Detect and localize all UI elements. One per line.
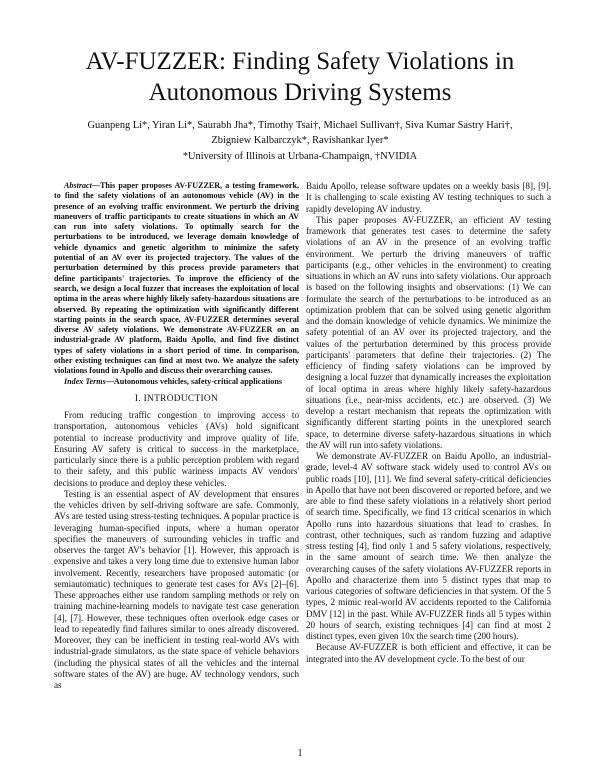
paper-title: AV-FUZZER: Finding Safety Violations in Autonomous Driving Systems bbox=[85, 48, 515, 106]
index-terms bbox=[54, 377, 299, 387]
section-heading-introduction: I. INTRODUCTION bbox=[134, 393, 219, 404]
right-paragraph-3: We demonstrate AV-FUZZER on Baidu Apollo, an industrial-grade, level-4 AV software stack widely used to control AVs on public roads [10], [11]. We find several safety-critical deficiencies in Apollo that have not been discovered or reported before, and we are able to find these safety violations in a relatively short period of search time. Specifically, we find 13 critical scenarios in which Apollo runs into hazardous situations that lead to crashes. In contrast, other techniques, such as random fuzzing and adaptive stress testing [4], find only 1 and 5 safety violations, respectively, in the same amount of search time. We then analyze the overarching causes of the safety violations AV-FUZZER reports in Apollo and characterize them into 5 distinct types that map to various categories of software deficiencies in that system. Of the 5 types, 2 mimic real-world AV accidents reported to the California DMV [12] in the past. While AV-FUZZER finds all 5 types within 20 hours of search, existing techniques [4] can find at most 2 distinct types, even given 10x the search time (200 hours). bbox=[306, 451, 551, 641]
author-line-2: Zbigniew Kalbarczyk*, Ravishankar Iyer* bbox=[211, 135, 389, 146]
index-terms-text: —Autonomous vehicles, safety-critical applications bbox=[105, 376, 283, 386]
abstract-lead: Abstract bbox=[64, 181, 92, 190]
abstract-text: —This paper proposes AV-FUZZER, a testing framework, to find the safety violations of an autonomous vehicle (AV) in the presence of an evolving traffic environment. We perturb the driving maneuvers of traffic participants to create situations in which an AV can run into safety violations. To optimally search for the perturbations to be introduced, we leverage domain knowledge of vehicle dynamics and genetic algorithm to minimize the safety potential of an AV over its projected trajectory. The values of the perturbation determined by this process provide parameters that define participants' trajectories. To improve the efficiency of the search, we design a local fuzzer that increases the exploitation of local optima in the areas where highly likely safety-hazardous situations are observed. By repeating the optimization with significantly different starting points in the search space, AV-FUZZER determines several diverse AV safety violations. We demonstrate AV-FUZZER on an industrial-grade AV platform, Baidu Apollo, and find five distinct types of safety violations in a short period of time. In comparison, other existing techniques can find at most two. We analyze the safety violations found in Apollo and discuss their overarching causes. bbox=[54, 181, 299, 376]
affiliation: *University of Illinois at Urbana-Champaign, †NVIDIA bbox=[182, 151, 418, 162]
author-list bbox=[60, 118, 540, 148]
right-paragraph-1: Baidu Apollo, release software updates on a weekly basis [8], [9]. It is challenging to scale existing AV testing techniques to such a rapidly developing AV industry. bbox=[306, 181, 551, 214]
index-terms-lead: Index Terms bbox=[64, 376, 106, 386]
intro-paragraph-2: Testing is an essential aspect of AV development that ensures the vehicles driven by self-driving software are safe. Commonly, AVs are tested using stress-testing techniques. A popular practice is leveraging human-specified inputs, where a human operator specifies the maneuvers of surrounding vehicles in traffic and observes the target AV's behavior [1]. However, this approach is expensive and takes a very long time due to extensive human labor involvement. Recently, researchers have proposed automatic (or semiautomatic) techniques to generate test cases for AVs [2]–[6]. These approaches either use random sampling methods or rely on training machine-learning models to navigate test case generation [4], [7]. However, these techniques often overlook edge cases or lead to repeatedly find failures similar to ones already discovered. Moreover, they can be inefficient in testing real-world AVs with industrial-grade simulators, as the state space of vehicle behaviors (including the physical states of all the vehicles and the internal software states of the AV) are huge. AV technology vendors, such as bbox=[54, 488, 299, 691]
abstract bbox=[54, 181, 299, 377]
right-column bbox=[306, 181, 551, 665]
intro-paragraph-1: From reducing traffic congestion to improving access to transportation, autonomous vehicles (AVs) hold significant potential to increase productivity and improve quality of life. Ensuring AV safety is critical to success in the marketplace, particularly since there is a public perception problem with regard to their safety, and this public wariness impacts AV vendors' decisions to produce and deploy these vehicles. bbox=[54, 410, 299, 488]
author-line-1: Guanpeng Li*, Yiran Li*, Saurabh Jha*, Timothy Tsai†, Michael Sullivan†, Siva Kumar Sastry Hari†, bbox=[87, 120, 513, 131]
right-paragraph-4: Because AV-FUZZER is both efficient and effective, it can be integrated into the AV development cycle. To the best of our bbox=[306, 642, 551, 664]
right-paragraph-2: This paper proposes AV-FUZZER, an efficient AV testing framework that generates test cases to determine the safety violations of an AV in the presence of an evolving traffic environment. We perturb the driving maneuvers of traffic participants (e.g., other vehicles in the environment) to creating situations in which an AV runs into safety violations. Our approach is based on the following insights and observations: (1) We can formulate the search of the perturbations to be introduced as an optimization problem that can be solved using genetic algorithm and the domain knowledge of vehicle dynamics. We minimize the safety potential of an AV over its projected trajectory, and the values of the perturbation determined by this process provide participants' parameters that define their trajectories. (2) The efficiency of finding safety violations can be improved by designing a local fuzzer that dynamically increases the exploitation of local optima in areas where highly likely safety-hazardous situations (i.e., near-miss accidents, etc.) are observed. (3) We develop a restart mechanism that repeats the optimization with significantly different starting points in the unexplored search space, to determine diverse safety-hazardous situations in which the AV will run into safety violations. bbox=[306, 214, 551, 450]
page-number: 1 bbox=[297, 748, 303, 759]
left-column bbox=[54, 181, 299, 691]
